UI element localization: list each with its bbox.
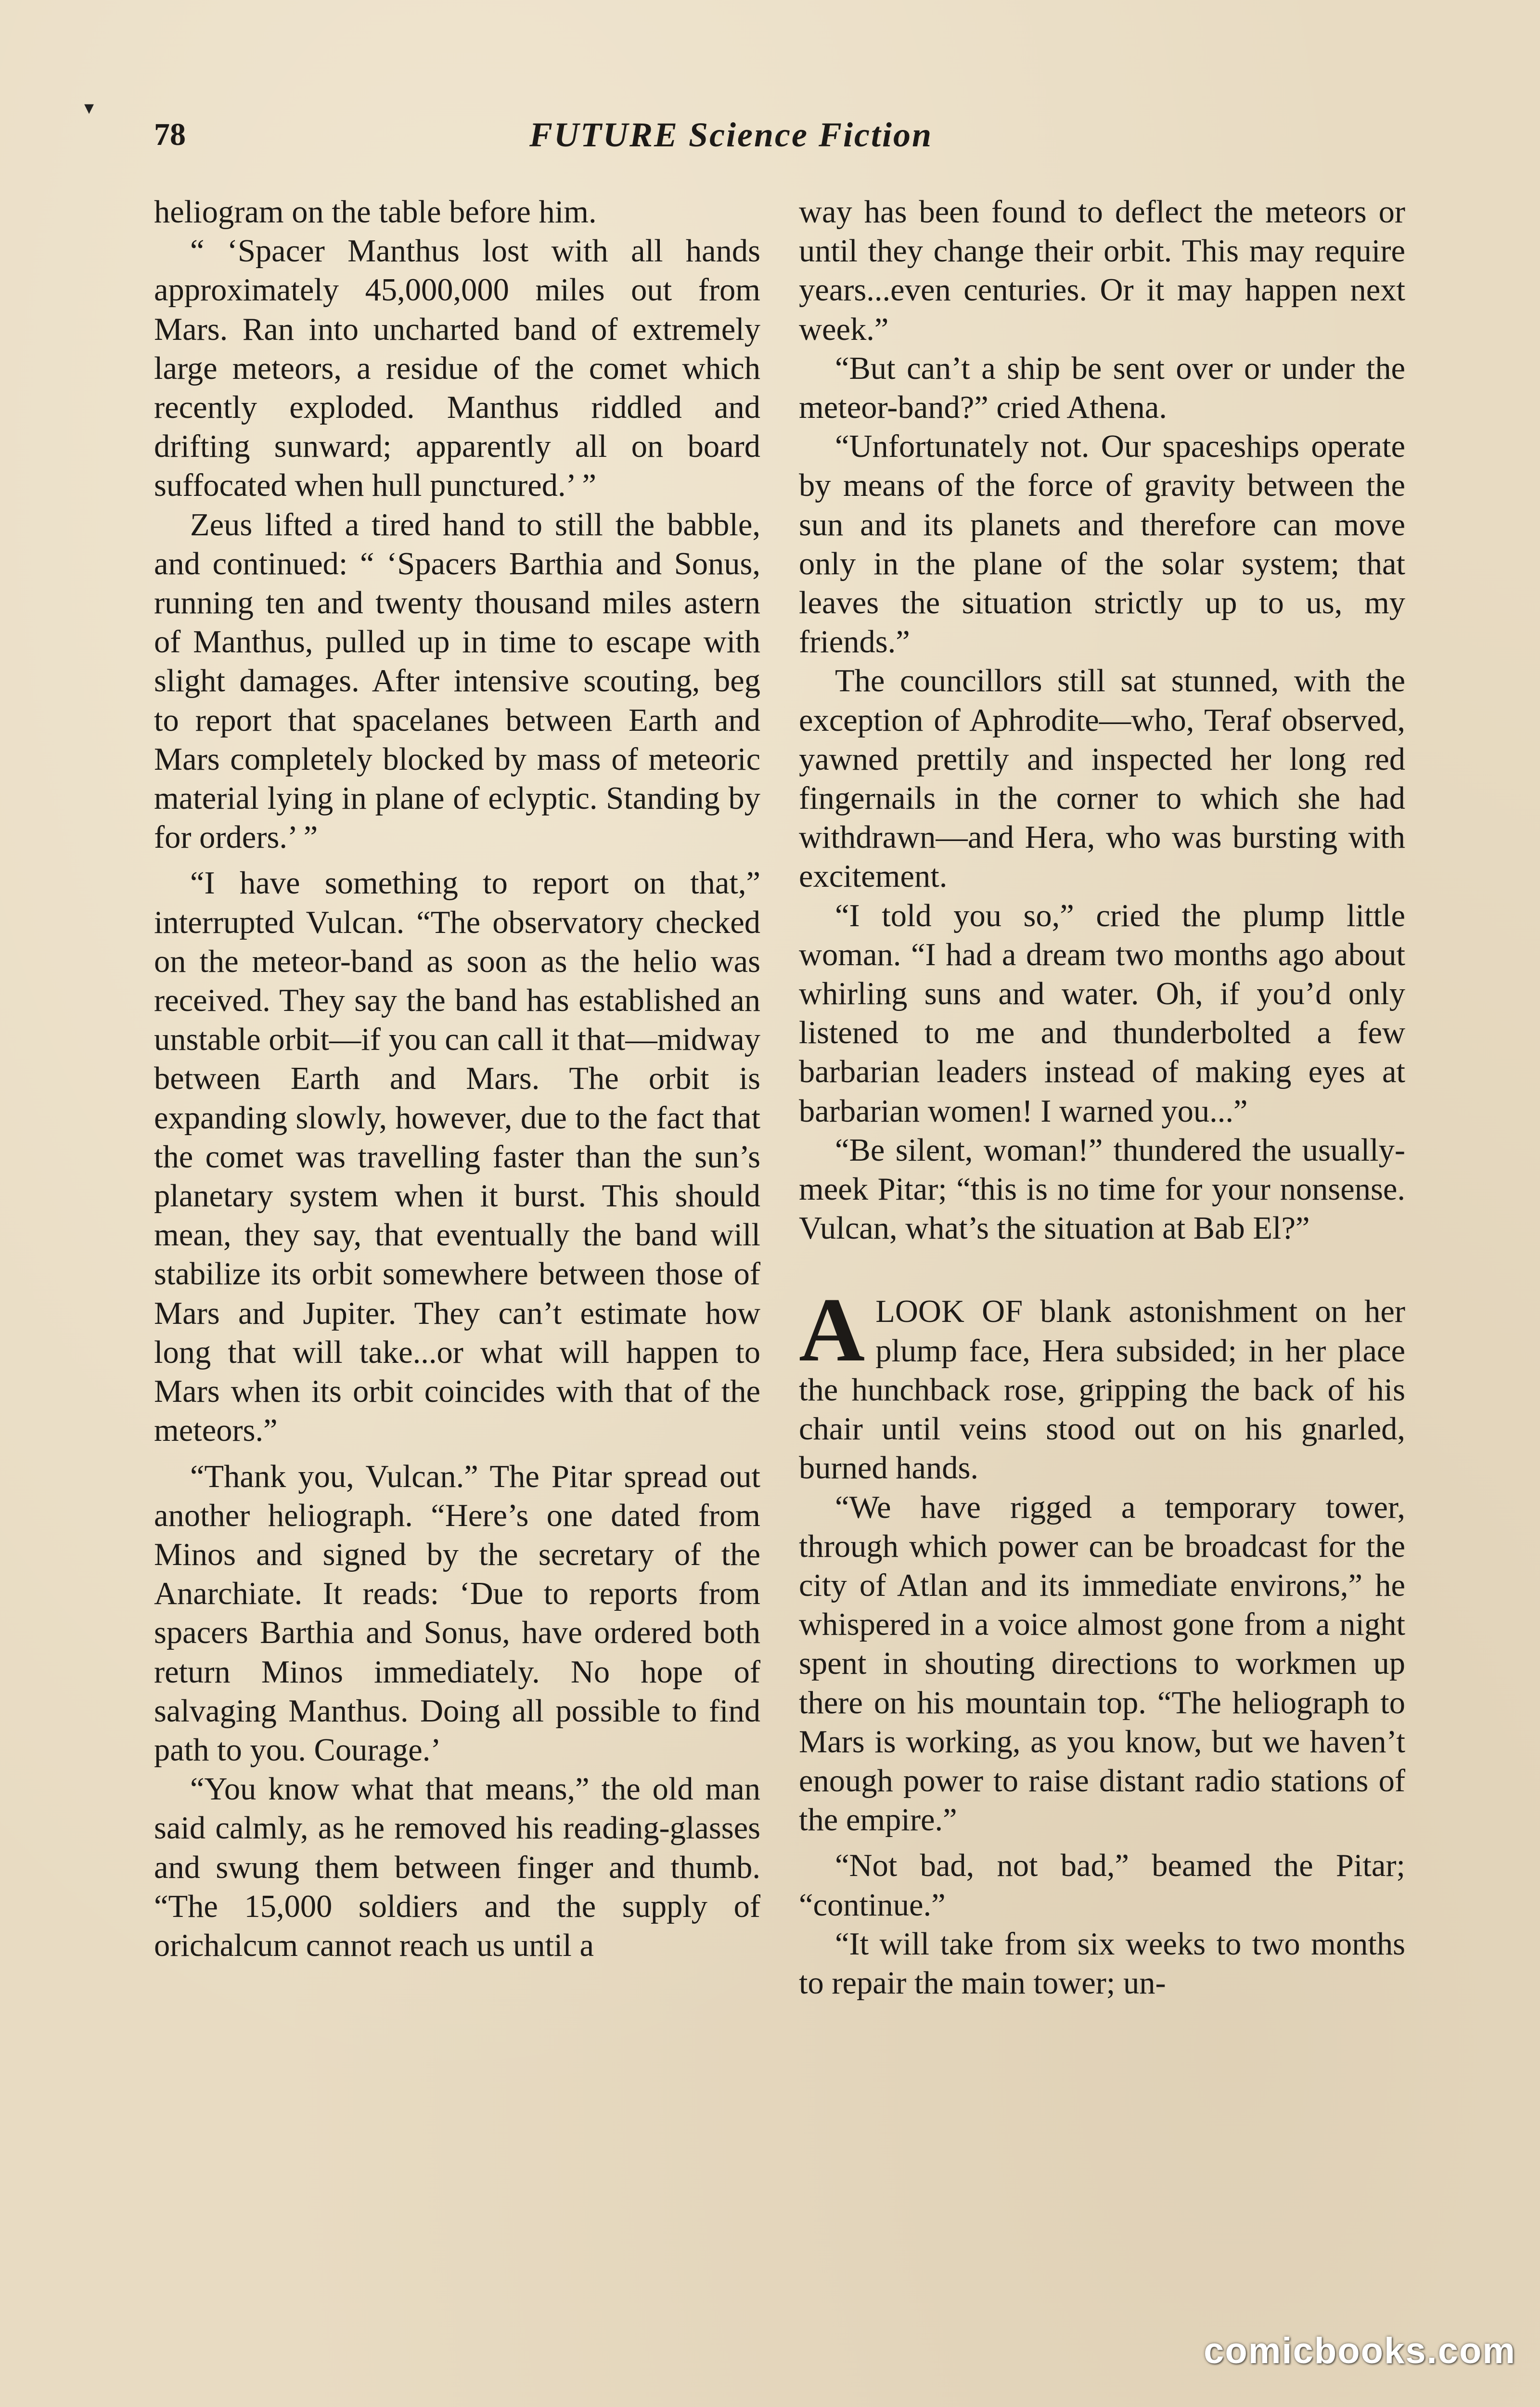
drop-cap: A (799, 1280, 865, 1381)
right-column (799, 193, 1405, 2335)
page-number: 78 (154, 117, 186, 152)
paragraph: The councillors still sat stunned, with the exception of Aphrodite—who, Teraf observed, yawned prettily and inspected her long red fingernails in the corner to which she had withdrawn—and Hera, who was bursting with excitement. (799, 663, 1405, 894)
paragraph: “Be silent, woman!” thundered the usually-meek Pitar; “this is no time for your nonsense. Vulcan, what’s the situation at Bab El?” (799, 1132, 1405, 1246)
paragraph: “It will take from six weeks to two months to repair the main tower; un- (799, 1926, 1405, 2001)
paragraph: heliogram on the table before him. (154, 194, 597, 230)
paragraph: way has been found to deflect the meteors or until they change their orbit. This may require years...even centuries. Or it may happen next week.” (799, 194, 1405, 347)
running-title: FUTURE Science Fiction (529, 116, 933, 154)
margin-speck: ▾ (84, 97, 94, 118)
watermark: comicbooks.com (1204, 2330, 1516, 2371)
section-opening-paragraph (799, 1280, 1405, 1488)
paragraph: “ ‘Spacer Manthus lost with all hands approximately 45,000,000 miles out from Mars. Ran into uncharted band of extremely large meteors, a residue of the comet which recently exploded. Manthus riddled and drifting sunward; apparently all on board suffocated when hull punctured.’ ” (154, 233, 760, 504)
paragraph: “But can’t a ship be sent over or under the meteor-band?” cried Athena. (799, 350, 1405, 426)
paragraph: “I told you so,” cried the plump little woman. “I had a dream two months ago about whirling suns and water. Oh, if you’d only listened to me and thunderbolted a few barbarian leaders instead of making eyes at barbarian women! I warned you...” (799, 898, 1405, 1129)
section-opening-text: LOOK OF blank astonishment on her plump face, Hera subsided; in her place the hunchback rose, gripping the back of his chair until veins stood out on his gnarled, burned hands. (799, 1294, 1405, 1486)
left-column (154, 193, 760, 2335)
paragraph: “Thank you, Vulcan.” The Pitar spread out another heliograph. “Here’s one dated from Minos and signed by the secretary of the Anarchiate. It reads: ‘Due to reports from spacers Barthia and Sonus, have ordered both return Minos immediately. No hope of salvaging Manthus. Doing all possible to find path to you. Courage.’ (154, 1459, 760, 1768)
paragraph: Zeus lifted a tired hand to still the babble, and continued: “ ‘Spacers Barthia and Sonus, running ten and twenty thousand miles astern of Manthus, pulled up in time to escape with slight damages. After intensive scouting, beg to report that spacelanes between Earth and Mars completely blocked by mass of meteoric material lying in plane of eclyptic. Standing by for orders.’ ” (154, 507, 760, 855)
paragraph: “You know what that means,” the old man said calmly, as he removed his reading-glasses and swung them between finger and thumb. “The 15,000 soldiers and the supply of orichalcum cannot reach us until a (154, 1772, 760, 1963)
paragraph: “I have something to report on that,” interrupted Vulcan. “The observatory checked on the meteor-band as soon as the helio was received. They say the band has established an unstable orbit—if you can call it that—midway between Earth and Mars. The orbit is expanding slowly, however, due to the fact that the comet was travelling faster than the sun’s planetary system when it burst. This should mean, they say, that eventually the band will stabilize its orbit somewhere between those of Mars and Jupiter. They can’t estimate how long that will take...or what will happen to Mars when its orbit coincides with that of the meteors.” (154, 866, 760, 1449)
paragraph: “Not bad, not bad,” beamed the Pitar; “continue.” (799, 1848, 1405, 1923)
page-header (154, 111, 1511, 164)
paragraph: “Unfortunately not. Our spaceships operate by means of the force of gravity between the sun and its planets and therefore can move only in the plane of the solar system; that leaves the situation strictly up to us, my friends.” (799, 429, 1405, 660)
paragraph: “We have rigged a temporary tower, through which power can be broadcast for the city of Atlan and its immediate environs,” he whispered in a voice almost gone from a night spent in shouting directions to workmen up there on his mountain top. “The heliograph to Mars is working, as you know, but we haven’t enough power to raise distant radio stations of the empire.” (799, 1489, 1405, 1838)
